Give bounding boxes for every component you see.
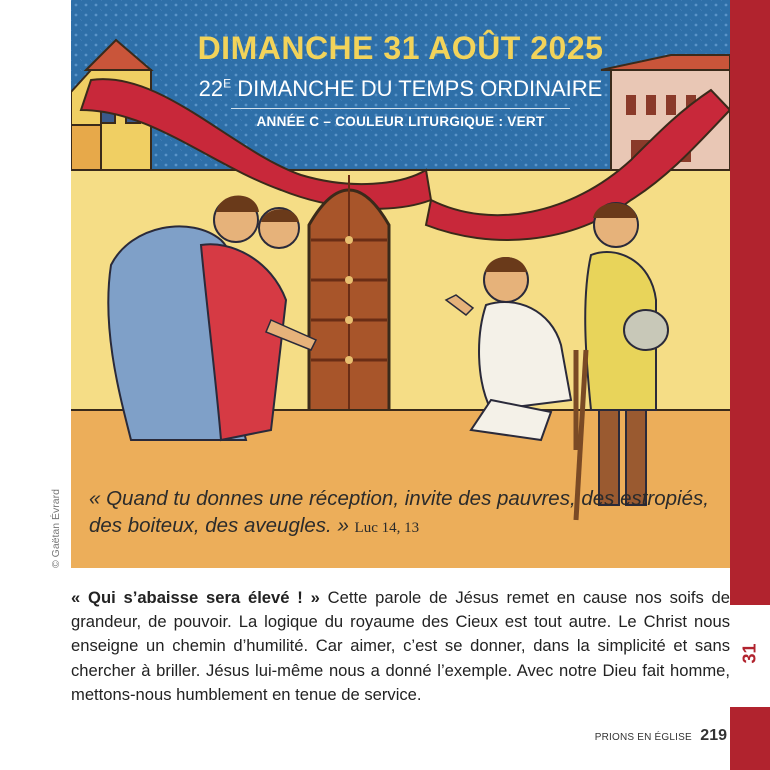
gospel-quote (89, 485, 709, 542)
sunday-text: DIMANCHE DU TEMPS ORDINAIRE (231, 76, 603, 101)
liturgical-date: DIMANCHE 31 AOÛT 2025 (197, 30, 604, 66)
header-divider (231, 108, 570, 109)
meditation-text: Cette parole de Jésus remet en cause nos soifs de grandeur, de pouvoir. La logique du royaume des Cieux est tout autre. Le Christ nous enseigne un chemin d’humilité. Car aimer, c’est se donner, dans la simplicité et sans chercher à briller. Jésus lui-même nous a donné l’exemple. Avec notre Dieu fait homme, mettons-nous humblement en tenue de service. (71, 588, 730, 704)
cover-illustration (71, 0, 730, 568)
sunday-ordinal: E (223, 76, 232, 91)
image-credit: © Gaëtan Évrard (50, 489, 62, 568)
quote-text: « Quand tu donnes une réception, invite des pauvres, des estropiés, des boiteux, des aveugles. » (89, 487, 709, 537)
page-number: 219 (700, 727, 727, 744)
sunday-title (71, 76, 730, 102)
magazine-name: PRIONS EN ÉGLISE (594, 732, 692, 743)
quote-reference: Luc 14, 13 (354, 520, 420, 536)
liturgical-year: ANNÉE C – COULEUR LITURGIQUE : VERT (256, 114, 545, 129)
wooden-door (309, 175, 389, 412)
side-tab-top (730, 0, 770, 605)
sunday-number: 22 (198, 76, 224, 101)
side-tab-bottom (730, 707, 770, 770)
meditation-lead: « Qui s’abaisse sera élevé ! » (71, 588, 320, 607)
page-footer (595, 727, 727, 745)
day-tab-number: 31 (739, 643, 760, 664)
meditation-paragraph (71, 586, 730, 707)
